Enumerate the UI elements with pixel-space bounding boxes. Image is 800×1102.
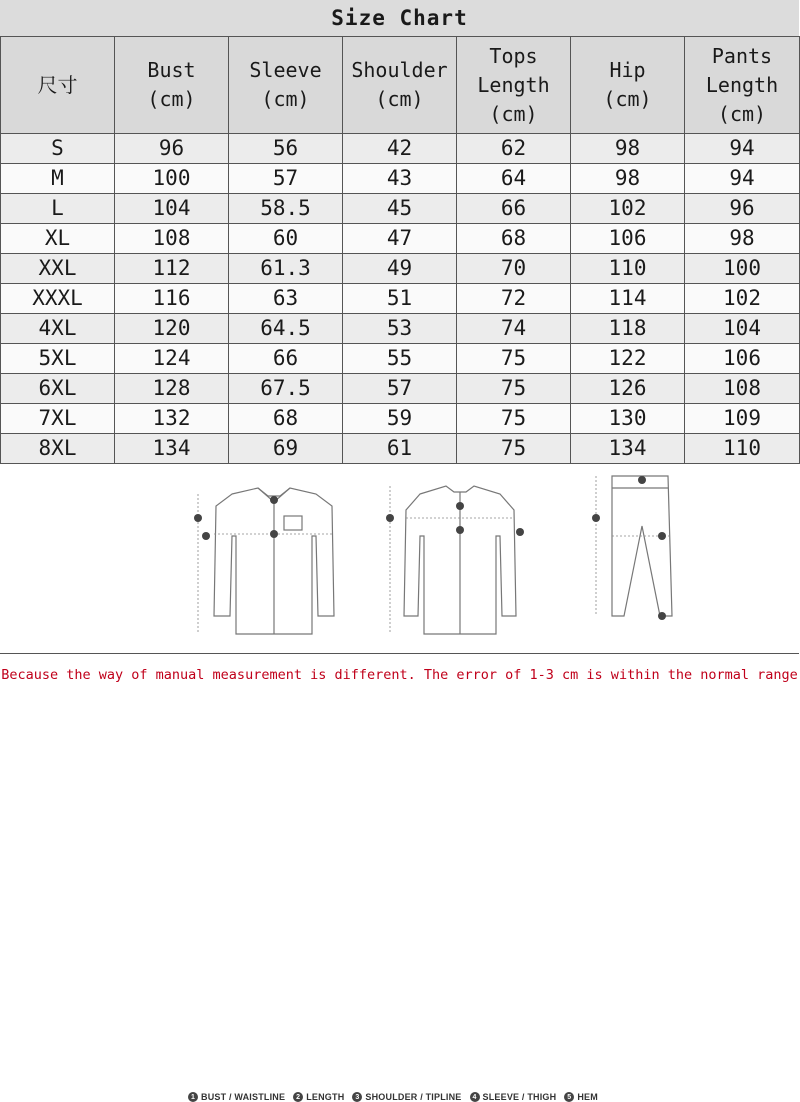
measurement-cell: 98 <box>685 224 800 254</box>
measurement-cell: 64.5 <box>229 314 343 344</box>
table-row <box>1 284 800 314</box>
measurement-cell: 116 <box>115 284 229 314</box>
legend-label: SHOULDER / TIPLINE <box>365 1092 462 1102</box>
measurement-cell: 102 <box>685 284 800 314</box>
legend-number-badge: 4 <box>470 1092 480 1102</box>
measurement-cell: 109 <box>685 404 800 434</box>
size-label-cell: XL <box>1 224 115 254</box>
measurement-cell: 60 <box>229 224 343 254</box>
measurement-cell: 94 <box>685 164 800 194</box>
table-row <box>1 344 800 374</box>
measurement-cell: 75 <box>457 374 571 404</box>
measurement-cell: 66 <box>457 194 571 224</box>
legend-label: HEM <box>577 1092 598 1102</box>
measurement-cell: 120 <box>115 314 229 344</box>
legend-label: BUST / WAISTLINE <box>201 1092 286 1102</box>
measurement-cell: 59 <box>343 404 457 434</box>
measurement-cell: 51 <box>343 284 457 314</box>
measurement-cell: 110 <box>685 434 800 464</box>
measurement-cell: 110 <box>571 254 685 284</box>
legend-number-badge: 1 <box>188 1092 198 1102</box>
legend-item <box>470 1092 557 1102</box>
measurement-cell: 112 <box>115 254 229 284</box>
pants-icon <box>612 476 672 616</box>
legend-item <box>293 1092 344 1102</box>
measurement-legend <box>188 1092 598 1102</box>
table-body <box>1 134 800 464</box>
measurement-cell: 98 <box>571 134 685 164</box>
size-label-cell: M <box>1 164 115 194</box>
measurement-note: Because the way of manual measurement is different. The error of 1-3 cm is within the normal range <box>0 653 799 696</box>
measurement-cell: 130 <box>571 404 685 434</box>
measurement-cell: 63 <box>229 284 343 314</box>
measurement-cell: 75 <box>457 404 571 434</box>
measurement-cell: 100 <box>115 164 229 194</box>
table-row <box>1 434 800 464</box>
measurement-cell: 61 <box>343 434 457 464</box>
size-table <box>0 36 800 464</box>
size-label-cell: 5XL <box>1 344 115 374</box>
measurement-cell: 68 <box>229 404 343 434</box>
measurement-cell: 122 <box>571 344 685 374</box>
measurement-cell: 70 <box>457 254 571 284</box>
column-header: Sleeve (cm) <box>229 37 343 134</box>
measurement-cell: 106 <box>571 224 685 254</box>
measurement-cell: 74 <box>457 314 571 344</box>
measurement-cell: 43 <box>343 164 457 194</box>
legend-item <box>564 1092 598 1102</box>
table-row <box>1 164 800 194</box>
measurement-cell: 132 <box>115 404 229 434</box>
size-label-cell: S <box>1 134 115 164</box>
legend-number-badge: 3 <box>352 1092 362 1102</box>
legend-number-badge: 5 <box>564 1092 574 1102</box>
table-row <box>1 374 800 404</box>
table-row <box>1 254 800 284</box>
table-row <box>1 224 800 254</box>
measurement-cell: 96 <box>685 194 800 224</box>
table-row <box>1 314 800 344</box>
measurement-cell: 56 <box>229 134 343 164</box>
measurement-cell: 75 <box>457 344 571 374</box>
measurement-cell: 98 <box>571 164 685 194</box>
measurement-cell: 134 <box>571 434 685 464</box>
measurement-cell: 94 <box>685 134 800 164</box>
column-header: Pants Length (cm) <box>685 37 800 134</box>
measurement-cell: 66 <box>229 344 343 374</box>
measurement-cell: 64 <box>457 164 571 194</box>
measurement-cell: 126 <box>571 374 685 404</box>
measurement-cell: 128 <box>115 374 229 404</box>
measurement-cell: 61.3 <box>229 254 343 284</box>
size-label-cell: 7XL <box>1 404 115 434</box>
table-header-row <box>1 37 800 134</box>
measurement-cell: 134 <box>115 434 229 464</box>
measurement-cell: 124 <box>115 344 229 374</box>
measurement-cell: 58.5 <box>229 194 343 224</box>
column-header: Shoulder (cm) <box>343 37 457 134</box>
legend-item <box>352 1092 461 1102</box>
size-label-cell: XXL <box>1 254 115 284</box>
table-row <box>1 404 800 434</box>
measurement-cell: 45 <box>343 194 457 224</box>
legend-label: LENGTH <box>306 1092 345 1102</box>
measurement-cell: 75 <box>457 434 571 464</box>
measurement-cell: 53 <box>343 314 457 344</box>
measurement-cell: 72 <box>457 284 571 314</box>
garment-illustration <box>0 466 799 652</box>
column-header: Hip (cm) <box>571 37 685 134</box>
measurement-cell: 62 <box>457 134 571 164</box>
measurement-cell: 69 <box>229 434 343 464</box>
column-header: 尺寸 <box>1 37 115 134</box>
measurement-cell: 108 <box>685 374 800 404</box>
table-row <box>1 194 800 224</box>
measurement-cell: 96 <box>115 134 229 164</box>
measurement-cell: 108 <box>115 224 229 254</box>
size-label-cell: 8XL <box>1 434 115 464</box>
measurement-cell: 118 <box>571 314 685 344</box>
measurement-cell: 102 <box>571 194 685 224</box>
measurement-cell: 47 <box>343 224 457 254</box>
size-label-cell: L <box>1 194 115 224</box>
size-label-cell: 6XL <box>1 374 115 404</box>
measurement-cell: 57 <box>343 374 457 404</box>
measurement-cell: 100 <box>685 254 800 284</box>
measurement-cell: 57 <box>229 164 343 194</box>
size-label-cell: XXXL <box>1 284 115 314</box>
legend-label: SLEEVE / THIGH <box>482 1092 557 1102</box>
measurement-cell: 42 <box>343 134 457 164</box>
measurement-cell: 114 <box>571 284 685 314</box>
legend-item <box>188 1092 285 1102</box>
column-header: Tops Length (cm) <box>457 37 571 134</box>
measurement-cell: 106 <box>685 344 800 374</box>
size-label-cell: 4XL <box>1 314 115 344</box>
measurement-cell: 68 <box>457 224 571 254</box>
chart-title: Size Chart <box>0 0 799 37</box>
shirt-front-icon <box>214 488 334 634</box>
measurement-cell: 104 <box>685 314 800 344</box>
table-row <box>1 134 800 164</box>
legend-number-badge: 2 <box>293 1092 303 1102</box>
measurement-cell: 55 <box>343 344 457 374</box>
column-header: Bust (cm) <box>115 37 229 134</box>
measurement-cell: 67.5 <box>229 374 343 404</box>
measurement-cell: 104 <box>115 194 229 224</box>
measurement-cell: 49 <box>343 254 457 284</box>
